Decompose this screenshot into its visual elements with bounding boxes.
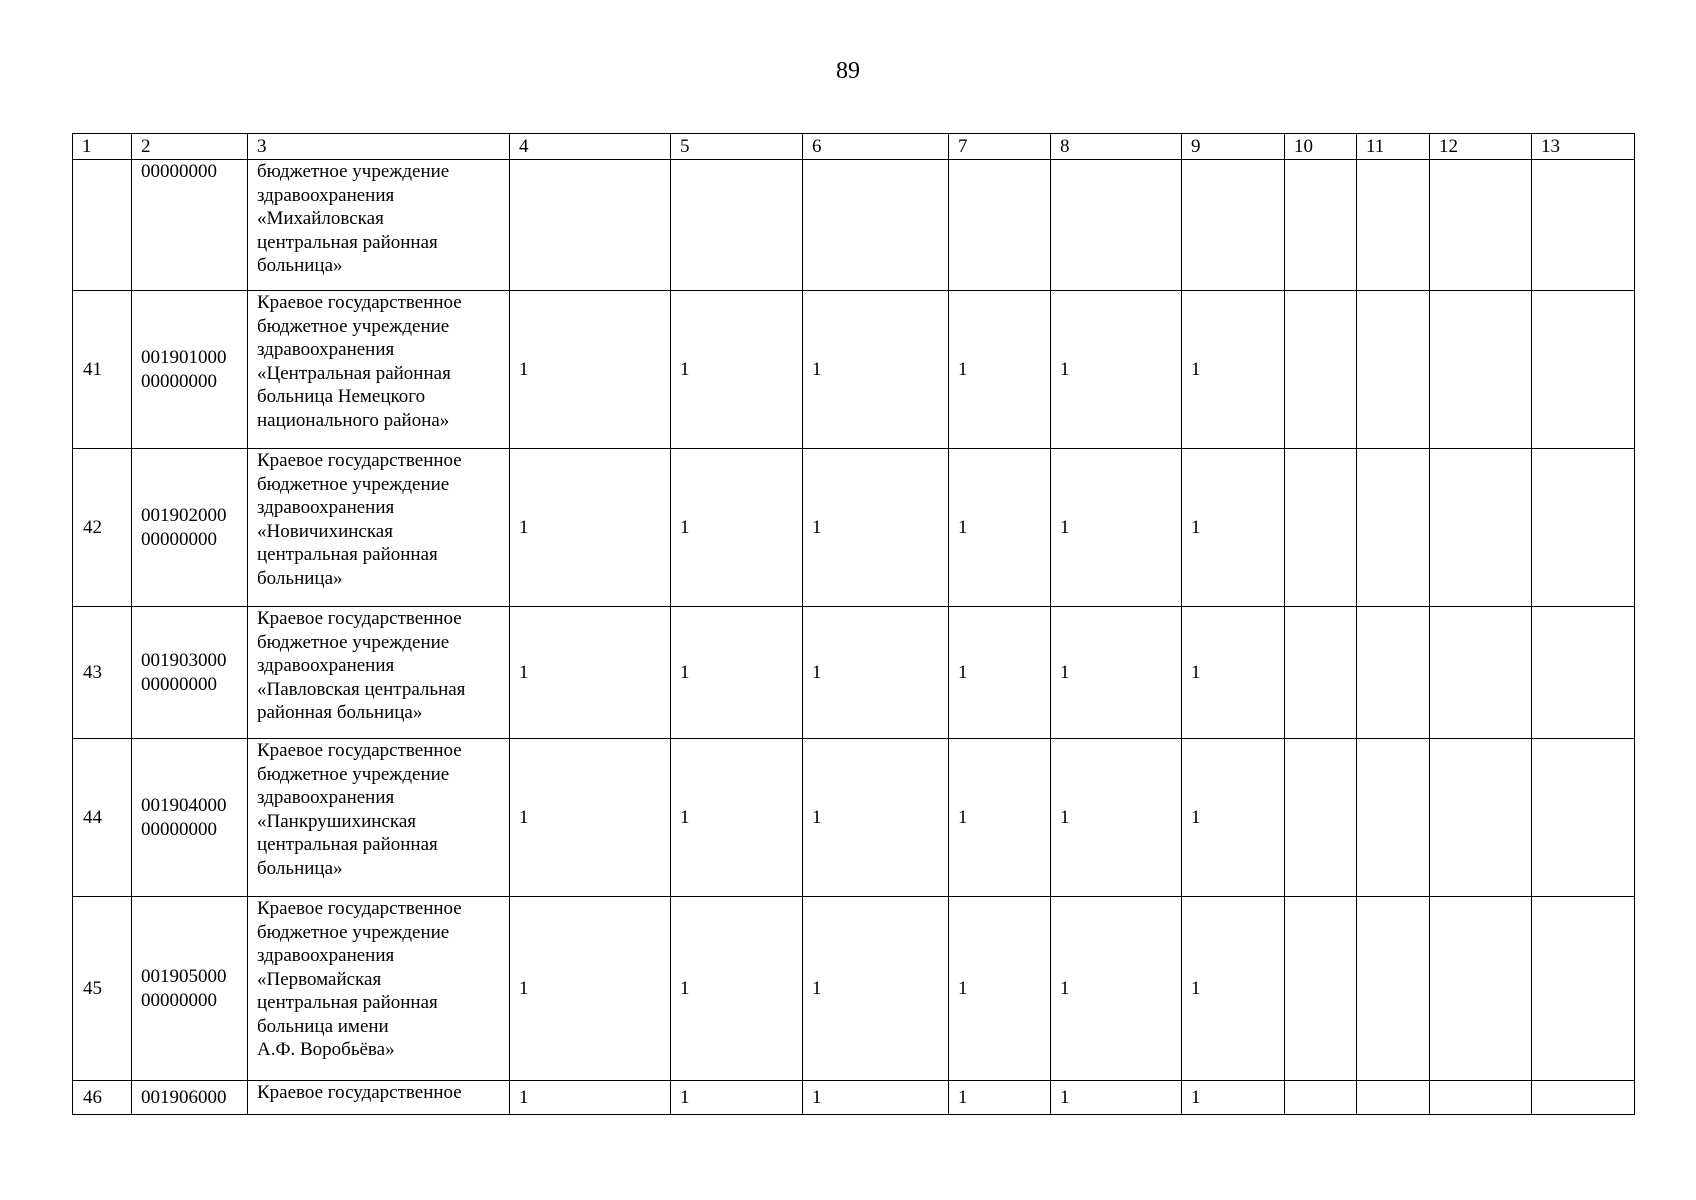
column-header-2: 2 [132,134,248,160]
institution-name-line: больница Немецкого [257,386,426,407]
value-cell-col-12 [1430,291,1532,449]
value-cell-col-7: 1 [949,607,1051,739]
institution-name-line: больница» [257,255,343,276]
value-cell-col-13 [1532,160,1635,291]
institution-name-line: здравоохранения [257,184,395,206]
row-code-line: 00000000 [141,370,217,392]
value-cell-col-4: 1 [510,739,671,897]
institution-name [248,449,510,607]
value-cell-col-10 [1285,739,1357,897]
value-cell-col-5: 1 [671,449,803,607]
institution-name-line: центральная районная [257,834,438,855]
value-cell-col-5: 1 [671,1081,803,1115]
value-cell-col-11 [1357,160,1430,291]
institution-name-line: бюджетное учреждение [257,921,450,943]
institution-name-line: «Панкрушихинская [257,810,416,832]
value-cell-col-4: 1 [510,291,671,449]
value-cell-col-12 [1430,449,1532,607]
value-cell-col-9: 1 [1182,897,1285,1081]
value-cell-col-10 [1285,291,1357,449]
page-number: 89 [836,58,860,84]
institution-name-line: бюджетное учреждение [257,315,450,337]
row-code-line: 001904000 [141,795,227,816]
row-code [132,449,248,607]
institution-name-line: центральная районная [257,544,438,565]
value-cell-col-11 [1357,739,1430,897]
row-code-line: 00000000 [141,818,217,840]
row-code [132,739,248,897]
value-cell-col-8: 1 [1051,607,1182,739]
institution-name [248,739,510,897]
row-code [132,607,248,739]
value-cell-col-4: 1 [510,449,671,607]
institution-name-line: Краевое государственное [257,740,462,761]
institution-name [248,160,510,291]
institution-name-line: Краевое государственное [257,608,462,629]
value-cell-col-7: 1 [949,739,1051,897]
value-cell-col-8: 1 [1051,897,1182,1081]
institution-name-line: «Михайловская [257,208,384,229]
institution-name-line: национального района» [257,409,450,431]
value-cell-col-4: 1 [510,607,671,739]
value-cell-col-9: 1 [1182,291,1285,449]
value-cell-col-10 [1285,160,1357,291]
institution-name-line: здравоохранения [257,497,395,518]
institution-name-line: «Новичихинская [257,520,393,542]
value-cell-col-10 [1285,897,1357,1081]
row-code [132,897,248,1081]
value-cell-col-9: 1 [1182,1081,1285,1115]
table-body [73,134,1635,1115]
column-header-6: 6 [803,134,949,160]
value-cell-col-12 [1430,607,1532,739]
institution-name-line: бюджетное учреждение [257,473,450,495]
column-header-5: 5 [671,134,803,160]
institution-name-line: здравоохранения [257,655,395,676]
value-cell-col-9 [1182,160,1285,291]
value-cell-col-10 [1285,1081,1357,1115]
institution-name-line: Краевое государственное [257,292,462,313]
value-cell-col-9: 1 [1182,607,1285,739]
institution-name-line: А.Ф. Воробьёва» [257,1039,395,1060]
value-cell-col-9: 1 [1182,449,1285,607]
value-cell-col-13 [1532,607,1635,739]
row-number: 46 [73,1081,132,1115]
value-cell-col-8: 1 [1051,291,1182,449]
column-header-4: 4 [510,134,671,160]
value-cell-col-7: 1 [949,291,1051,449]
institution-name-line: бюджетное учреждение [257,161,450,182]
row-code [132,291,248,449]
value-cell-col-12 [1430,1081,1532,1115]
column-header-3: 3 [248,134,510,160]
value-cell-col-4: 1 [510,1081,671,1115]
value-cell-col-11 [1357,449,1430,607]
column-header-1: 1 [73,134,132,160]
row-number: 45 [73,897,132,1081]
value-cell-col-6: 1 [803,739,949,897]
row-number: 42 [73,449,132,607]
value-cell-col-5: 1 [671,607,803,739]
value-cell-col-9: 1 [1182,739,1285,897]
institution-name-line: здравоохранения [257,945,395,966]
row-code-line: 00000000 [141,673,217,695]
value-cell-col-4: 1 [510,897,671,1081]
institution-name-line: центральная районная [257,992,438,1013]
column-header-7: 7 [949,134,1051,160]
value-cell-col-13 [1532,739,1635,897]
institution-name [248,1081,510,1115]
value-cell-col-13 [1532,897,1635,1081]
value-cell-col-7: 1 [949,897,1051,1081]
row-code-line: 001902000 [141,505,227,526]
value-cell-col-11 [1357,607,1430,739]
row-code-line: 001901000 [141,347,227,368]
column-header-9: 9 [1182,134,1285,160]
column-header-11: 11 [1357,134,1430,160]
row-code [132,1081,248,1115]
table-row [73,897,1635,1081]
institution-name-line: больница имени [257,1015,389,1037]
column-header-13: 13 [1532,134,1635,160]
value-cell-col-6: 1 [803,607,949,739]
table-row [73,291,1635,449]
value-cell-col-7: 1 [949,1081,1051,1115]
table-row [73,1081,1635,1115]
row-code-line: 001906000 [141,1086,227,1108]
institution-name-line: больница» [257,567,343,589]
table-row [73,449,1635,607]
value-cell-col-8: 1 [1051,1081,1182,1115]
header-row [73,134,1635,160]
column-header-12: 12 [1430,134,1532,160]
institution-name-line: центральная районная [257,231,438,253]
data-table [72,133,1635,1115]
value-cell-col-10 [1285,607,1357,739]
institution-name-line: здравоохранения [257,339,395,360]
value-cell-col-7: 1 [949,449,1051,607]
value-cell-col-11 [1357,1081,1430,1115]
row-code-line: 00000000 [141,528,217,550]
row-number: 44 [73,739,132,897]
value-cell-col-6: 1 [803,1081,949,1115]
value-cell-col-5: 1 [671,897,803,1081]
row-number [73,160,132,291]
value-cell-col-8: 1 [1051,739,1182,897]
value-cell-col-12 [1430,739,1532,897]
value-cell-col-13 [1532,291,1635,449]
institution-name-line: районная больница» [257,702,423,723]
row-code [132,160,248,291]
value-cell-col-8: 1 [1051,449,1182,607]
institution-name-line: «Первомайская [257,968,382,990]
value-cell-col-6: 1 [803,897,949,1081]
column-header-8: 8 [1051,134,1182,160]
value-cell-col-13 [1532,1081,1635,1115]
row-number: 43 [73,607,132,739]
institution-name [248,897,510,1081]
row-code-line: 00000000 [141,161,217,182]
institution-name-line: бюджетное учреждение [257,763,450,785]
value-cell-col-8 [1051,160,1182,291]
value-cell-col-13 [1532,449,1635,607]
institution-name [248,607,510,739]
row-code-line: 00000000 [141,989,217,1011]
table-row [73,607,1635,739]
value-cell-col-4 [510,160,671,291]
institution-name-line: «Павловская центральная [257,678,466,700]
value-cell-col-12 [1430,897,1532,1081]
table-row [73,739,1635,897]
institution-name [248,291,510,449]
value-cell-col-5 [671,160,803,291]
value-cell-col-6: 1 [803,291,949,449]
institution-name-line: Краевое государственное [257,1082,462,1103]
institution-name-line: Краевое государственное [257,898,462,919]
value-cell-col-6 [803,160,949,291]
table-row [73,160,1635,291]
institution-name-line: здравоохранения [257,787,395,808]
value-cell-col-10 [1285,449,1357,607]
row-number: 41 [73,291,132,449]
institution-name-line: бюджетное учреждение [257,631,450,653]
value-cell-col-6: 1 [803,449,949,607]
row-code-line: 001903000 [141,650,227,671]
column-header-10: 10 [1285,134,1357,160]
value-cell-col-5: 1 [671,739,803,897]
value-cell-col-11 [1357,291,1430,449]
value-cell-col-11 [1357,897,1430,1081]
institution-name-line: больница» [257,857,343,879]
value-cell-col-5: 1 [671,291,803,449]
value-cell-col-7 [949,160,1051,291]
institution-name-line: Краевое государственное [257,450,462,471]
row-code-line: 001905000 [141,966,227,987]
institution-name-line: «Центральная районная [257,362,451,384]
value-cell-col-12 [1430,160,1532,291]
